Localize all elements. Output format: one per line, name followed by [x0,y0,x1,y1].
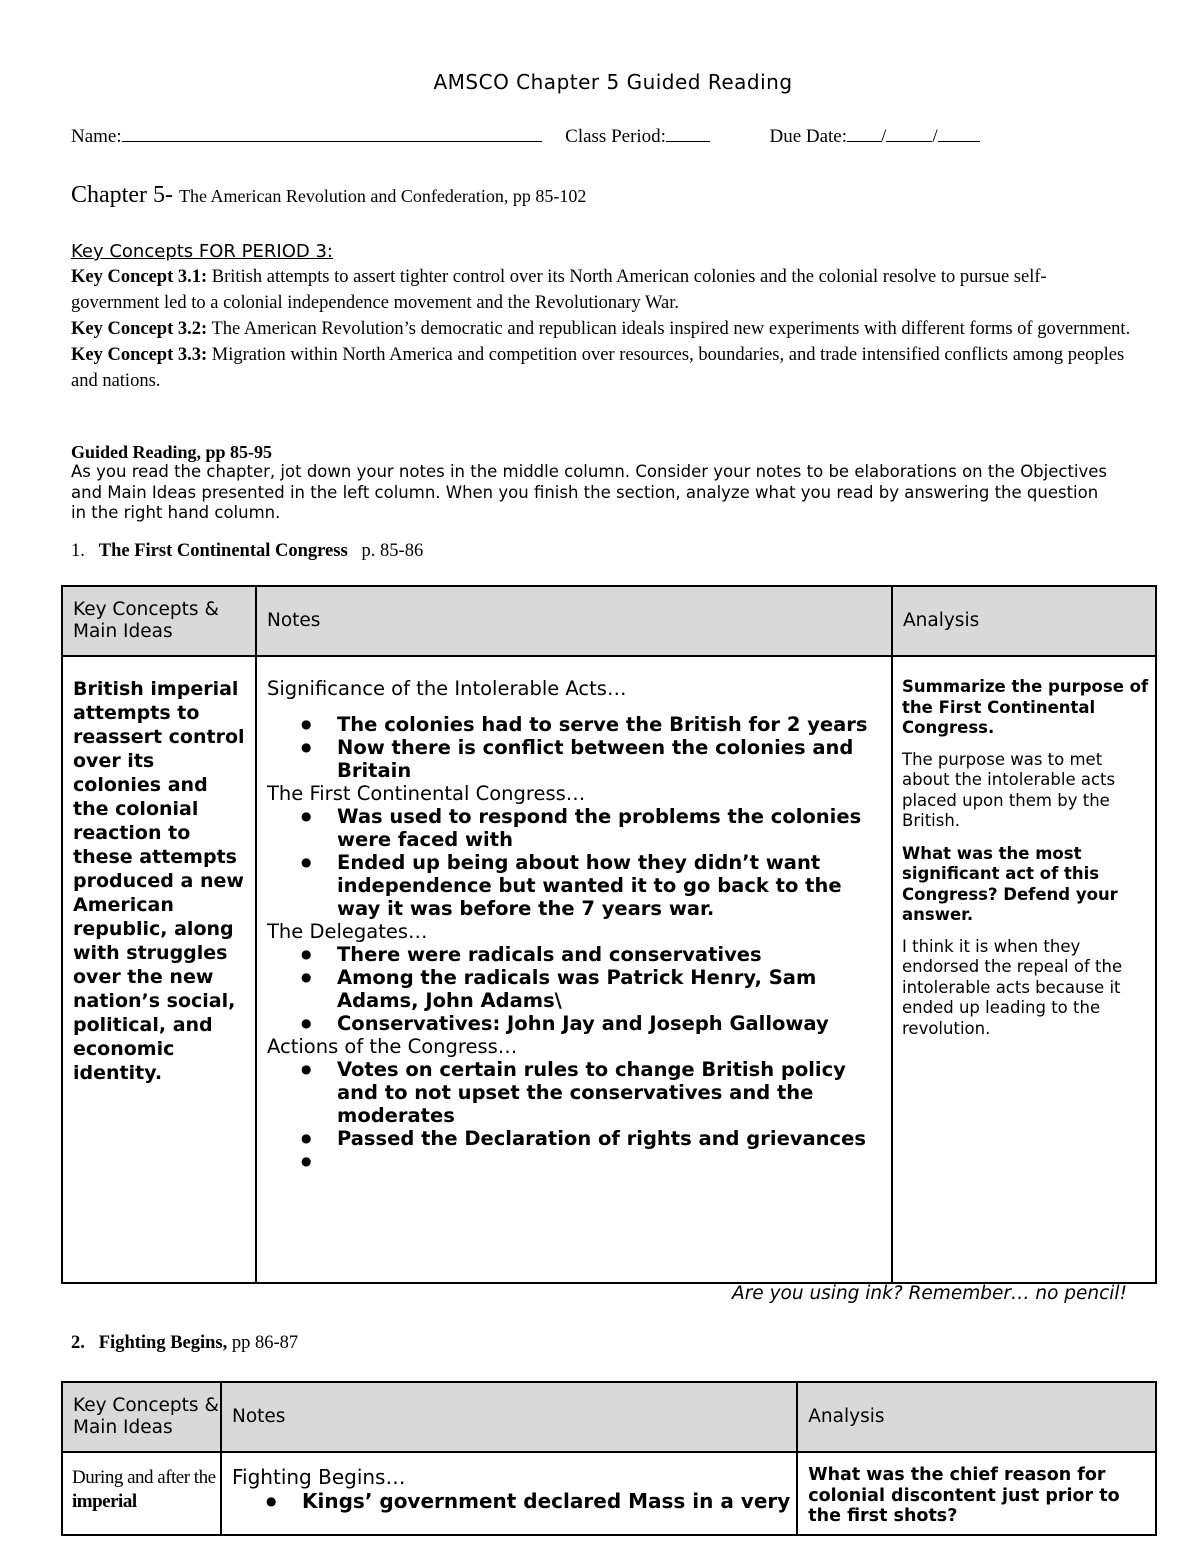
due-date-month-field[interactable] [847,124,881,142]
analysis-cell[interactable] [892,656,1156,1283]
section-1-table [61,585,1157,1284]
notes-bullet: ● Passed the Declaration of rights and grievances [267,1127,885,1150]
name-field[interactable] [122,124,542,142]
student-info-row [71,124,1071,148]
header-notes: Notes [256,586,892,656]
section-title: Fighting Begins, [98,1333,228,1353]
document-title: AMSCO Chapter 5 Guided Reading [433,70,793,94]
analysis-question: Summarize the purpose of the First Continental Congress. [902,677,1149,737]
notes-topic: The First Continental Congress… [267,782,586,805]
key-concept-label: Key Concept 3.2: [71,319,208,339]
key-concepts-section [71,241,1131,394]
notes-bullet: ● Ended up being about how they didn’t want independence but wanted it to go back to the way it was before the 7 years war. [267,851,885,920]
section-number: 2. [71,1333,85,1353]
notes-bullet-empty [267,1150,885,1173]
due-date-day-field[interactable] [886,124,932,142]
notes-bullet-text: Kings’ government declared Mass in a very [302,1489,791,1513]
notes-topic: The Delegates… [267,920,428,943]
header-notes: Notes [221,1382,797,1452]
section-1-heading [71,541,423,562]
header-key-concepts: Key Concepts & Main Ideas [62,586,256,656]
section-2-heading [71,1333,298,1354]
header-analysis: Analysis [797,1382,1156,1452]
analysis-question: What was the chief reason for colonial discontent just prior to the first shots? [808,1465,1120,1526]
notes-bullet: ● Conservatives: John Jay and Joseph Galloway [267,1012,885,1035]
section-2-table [61,1381,1157,1536]
due-date-year-field[interactable] [938,124,980,142]
ink-reminder: Are you using ink? Remember… no pencil! [732,1283,1127,1304]
bullet-dot: ● [266,1494,277,1508]
main-idea-bold-text: imperial [72,1491,137,1512]
name-label: Name: [71,126,122,147]
notes-bullet: ● Now there is conflict between the colonies and Britain [267,736,885,782]
guided-reading-heading: Guided Reading, pp 85-95 [71,442,273,462]
notes-bullet: ● There were radicals and conservatives [267,943,885,966]
key-concept-item [71,342,1131,394]
main-idea-text: During and after the [72,1467,216,1488]
header-analysis: Analysis [892,586,1156,656]
notes-bullet: ● Among the radicals was Patrick Henry, Sam Adams, John Adams\ [267,966,885,1012]
section-title: The First Continental Congress [98,541,348,561]
key-concept-item [71,264,1131,316]
notes-bullet: ● Votes on certain rules to change British policy and to not upset the conservatives and the moderates [267,1058,885,1127]
analysis-cell[interactable] [797,1452,1156,1535]
guided-reading-section [71,442,1111,524]
analysis-answer: I think it is when they endorsed the repeal of the intolerable acts because it ended up leading to the revolution. [902,936,1123,1038]
section-pages: p. 85-86 [361,541,424,561]
chapter-label: Chapter 5- [71,182,173,208]
class-period-field[interactable] [666,124,710,142]
key-concept-label: Key Concept 3.1: [71,267,208,287]
notes-topic: Significance of the Intolerable Acts… [267,677,627,700]
chapter-heading [71,182,586,209]
notes-bullet [232,1489,790,1513]
chapter-subtitle: The American Revolution and Confederation, pp 85-102 [178,186,587,206]
notes-cell[interactable] [221,1452,797,1535]
section-pages: pp 86-87 [231,1333,299,1353]
key-concepts-heading: Key Concepts FOR PERIOD 3: [71,241,333,262]
key-concept-label: Key Concept 3.3: [71,345,208,365]
section-number: 1. [71,541,85,561]
analysis-question: What was the most significant act of this Congress? Defend your answer. [902,843,1118,924]
header-key-concepts: Key Concepts & Main Ideas [62,1382,221,1452]
date-separator: / [881,126,887,147]
notes-bullet: ● Was used to respond the problems the colonies were faced with [267,805,885,851]
key-concept-item [71,316,1131,342]
notes-cell[interactable] [256,656,892,1283]
analysis-answer: The purpose was to met about the intolerable acts placed upon them by the British. [902,749,1116,830]
guided-reading-instructions: As you read the chapter, jot down your notes in the middle column. Consider your notes to be elaborations on the Objectives and Main Ideas presented in the left column. When you finish the section, analyze what you read by answering the question in the right hand column. [71,462,1108,522]
notes-topic: Fighting Begins… [232,1465,406,1489]
class-period-label: Class Period: [565,126,666,147]
key-concept-text: British attempts to assert tighter control over its North American colonies and the colonial resolve to pursue self-government led to a colonial independence movement and the Revolutionary War. [71,267,1047,313]
key-concept-text: The American Revolution’s democratic and republican ideals inspired new experiments with different forms of government. [211,319,1131,339]
main-idea-cell [62,656,256,1283]
notes-bullet: ● The colonies had to serve the British for 2 years [267,713,885,736]
notes-topic: Actions of the Congress… [267,1035,518,1058]
due-date-label: Due Date: [769,126,848,147]
date-separator: / [932,126,938,147]
main-idea-cell [62,1452,221,1535]
key-concept-text: Migration within North America and competition over resources, boundaries, and trade intensified conflicts among peoples and nations. [71,345,1125,391]
main-idea-text: British imperial attempts to reassert control over its colonies and the colonial reaction to these attempts produced a new American republic, along with struggles over the new nation’s social, political, and economic identity. [73,678,245,1084]
